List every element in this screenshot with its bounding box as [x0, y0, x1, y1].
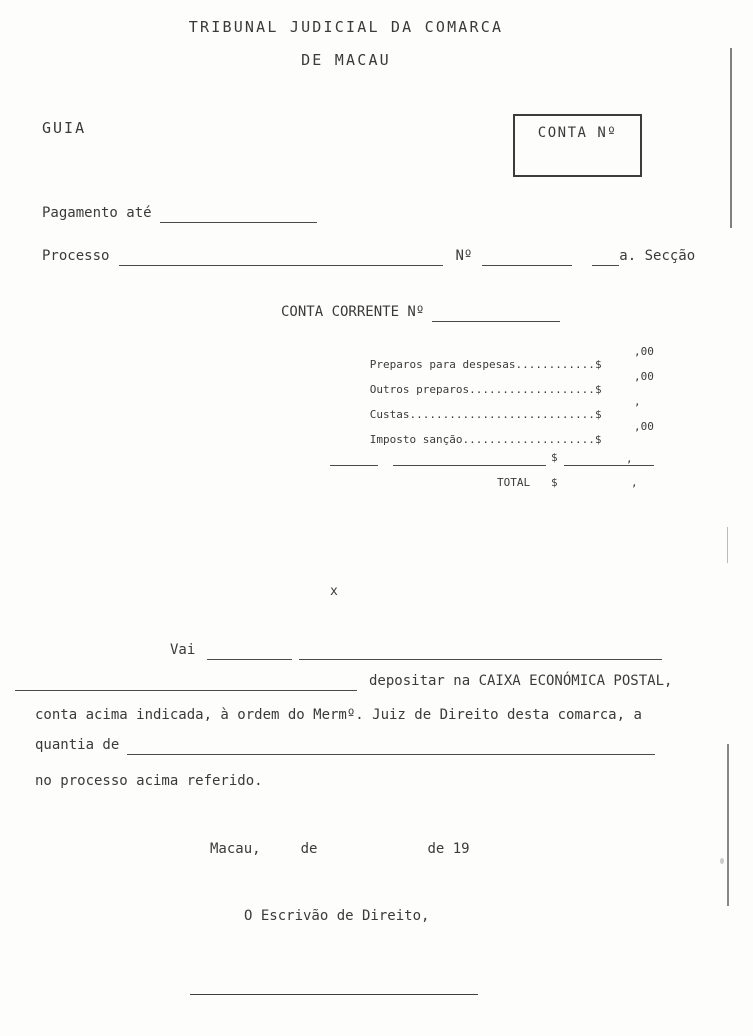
numero-label: Nº [455, 248, 473, 264]
date-de-label: de [300, 841, 318, 857]
total-comma: , [631, 476, 638, 489]
processo-label: Processo [42, 248, 110, 264]
escrivao-label: O Escrivão de Direito, [244, 908, 430, 924]
total-row [330, 476, 660, 492]
scan-artifact-line-middle [727, 527, 728, 563]
depositar-text: depositar na CAIXA ECONÓMICA POSTAL, [369, 673, 673, 689]
amount-row-imposto [330, 420, 660, 445]
conta-corrente-label: CONTA CORRENTE Nº [281, 304, 425, 320]
processo-field-line [119, 245, 443, 266]
vai-field-line-1 [207, 639, 292, 660]
date-city-label: Macau, [210, 841, 261, 857]
amount-currency: $ [594, 408, 602, 421]
total-label: TOTAL [497, 476, 531, 489]
amount-currency: $ [594, 433, 602, 446]
amount-dots: ............................ [409, 408, 595, 421]
seccao-label: a. Secção [619, 248, 696, 264]
amount-dots: ................... [469, 383, 595, 396]
amount-value: , [634, 395, 641, 408]
amounts-table [330, 345, 660, 492]
court-title-line1: TRIBUNAL JUDICIAL DA COMARCA [188, 18, 504, 36]
subtotal-currency: $ [551, 451, 558, 464]
amount-label: Custas [369, 408, 410, 421]
quantia-field-line [127, 734, 655, 755]
amount-currency: $ [594, 358, 602, 371]
no-processo-text: no processo acima referido. [35, 773, 263, 789]
amount-currency: $ [594, 383, 602, 396]
amount-row-outros [330, 370, 660, 395]
amount-value: ,00 [634, 370, 654, 383]
subtotal-comma: , [626, 452, 633, 465]
amount-row-preparos [330, 345, 660, 370]
court-title-line2: DE MACAU [301, 51, 391, 69]
subtotal-amount-line [564, 451, 654, 466]
conta-corrente-field-line [432, 301, 560, 322]
conta-number-label: CONTA Nº [537, 125, 618, 141]
amount-dots: ............ [515, 358, 595, 371]
amount-row-custas [330, 395, 660, 420]
numero-field-line [482, 245, 572, 266]
amount-value: ,00 [634, 345, 654, 358]
vai-label: Vai [170, 642, 196, 658]
subtotal-field-line-1 [330, 451, 378, 466]
total-currency: $ [551, 476, 558, 489]
date-year-label: de 19 [427, 841, 470, 857]
amount-value: ,00 [634, 420, 654, 433]
subtotal-field-line-2 [393, 451, 546, 466]
scan-speck [720, 858, 724, 864]
scan-artifact-line-bottom [727, 744, 729, 906]
conta-acima-text: conta acima indicada, à ordem do Mermº. Juiz de Direito desta comarca, a [35, 707, 642, 723]
x-separator-mark: x [330, 584, 338, 599]
scan-artifact-line-top [730, 48, 732, 228]
conta-number-box [513, 114, 642, 177]
pagamento-ate-field-line [160, 202, 317, 223]
guia-label: GUIA [42, 119, 87, 137]
pagamento-ate-label: Pagamento até [42, 205, 152, 221]
amount-label: Imposto sanção [369, 433, 463, 446]
depositar-field-line [15, 670, 357, 691]
signature-line [190, 974, 478, 995]
amount-dots: .................... [462, 433, 595, 446]
vai-field-line-2 [299, 639, 662, 660]
seccao-field-line [592, 245, 619, 266]
amount-label: Preparos para despesas [369, 358, 516, 371]
subtotal-row [330, 451, 660, 476]
amount-label: Outros preparos [369, 383, 470, 396]
quantia-label: quantia de [35, 737, 120, 753]
